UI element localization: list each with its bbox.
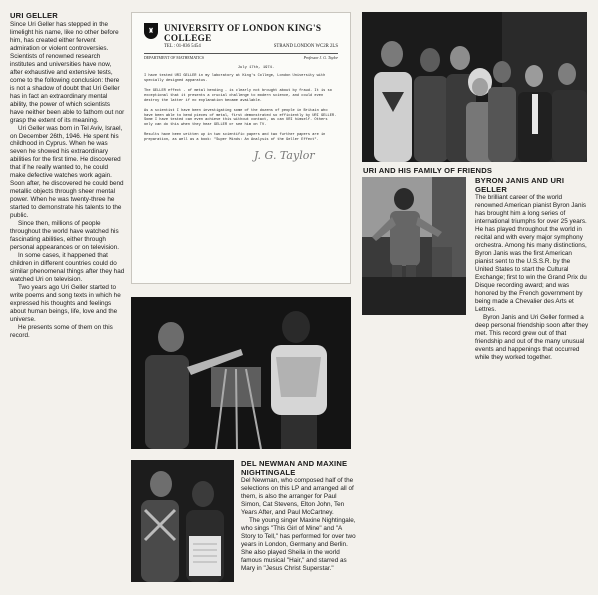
studio-photo <box>131 297 351 449</box>
letter-date: July 17th, 1974. <box>237 66 275 70</box>
letterhead-divider <box>144 53 338 54</box>
department: DEPARTMENT OF MATHEMATICS <box>144 56 205 60</box>
college-crest-icon: ♜ <box>144 23 158 39</box>
paragraph: The young singer Maxine Nightingale, who sings "This Girl of Mine" and "A Story to Tell," has performed for over two years in London, Germany and Berlin. She also played Sheila in the world famous musical "Hair," and starred as Mary in "Jesus Christ Superstar." <box>241 517 356 573</box>
letter-paragraph: I have tested URI GELLER in my laboratory at King's College, London University with specially designed apparatus. <box>144 74 326 83</box>
byron-janis-column <box>475 177 590 362</box>
signature: J. G. Taylor <box>254 149 315 163</box>
paragraph: In some cases, it happened that children in different countries could do similar phenomenal things after they had watched Uri on television. <box>10 252 125 284</box>
del-newman-column <box>241 460 356 573</box>
letter-paragraph: Results have been written up in two scientific papers and two further papers are in preparation, as well as a book: "Super Minds: An Analysis of the Geller Effect". <box>144 133 326 143</box>
uri-geller-column <box>10 12 125 340</box>
friends-photo <box>362 12 587 162</box>
professor: Professor J. G. Taylor <box>303 56 338 60</box>
byron-janis-title: BYRON JANIS AND URI GELLER <box>475 176 565 194</box>
university-name: UNIVERSITY OF LONDON KING'S COLLEGE <box>164 23 322 43</box>
uri-geller-title: URI GELLER <box>10 11 58 20</box>
byron-janis-photo <box>362 177 466 315</box>
letterhead <box>144 23 338 49</box>
del-newman-body <box>241 477 356 573</box>
letterhead-contact <box>164 44 338 49</box>
uri-geller-body <box>10 21 125 340</box>
paragraph: Since Uri Geller has stepped in the limelight his name, like no other before him, has created either fervent admiration or violent controversies. Scientists of renowned research institutes and universities have now, after exhaustive and extensive tests, come to the following conclusion: there is not a shadow of doubt that Uri Geller has in fact an extraordinary mental ability, the power of which scientists have neither been able to fathom out nor grasp the extent of its meaning. <box>10 20 125 124</box>
telephone: TEL : 01-836 5454 <box>164 44 201 49</box>
address: STRAND LONDON WC2R 2LS <box>273 44 338 49</box>
letter-meta <box>144 56 338 60</box>
paragraph: The brilliant career of the world renowned American pianist Byron Janis has brought him a long series of international triumphs for over 25 years. He has played throughout the world in recital and with every major symphony orchestra. Among his many distinctions, Byron Janis was the first American pianist sent to the U.S.S.R. by the United States to start the Cultural Exchange; first to win the Grand Prix du Disque recording award; and was honored by the French government by being made a Chevalier des Arts et Lettres. <box>475 194 587 314</box>
paragraph: Two years ago Uri Geller started to write poems and song texts in which he expressed his thoughts and feelings about human beings, life, love and the universe. <box>10 284 121 324</box>
del-newman-title: DEL NEWMAN AND MAXINE NIGHTINGALE <box>241 459 348 477</box>
kings-college-letter <box>131 12 351 284</box>
letter-paragraph: As a scientist I have been investigating some of the dozens of people in Britain who have been able to bend pieces of metal, first demonstrated so efficiently by URI GELLER. Some I have tested can even achieve this without contact, as can URI himself. Others only can do this when they hear GELLER or see him on TV. <box>144 108 337 128</box>
byron-janis-body <box>475 194 590 362</box>
letter-paragraph: The GELLER effect - of metal bending - is clearly not brought about by fraud. It is so exceptional that it presents a crucial challenge to modern science, and could even destroy the latter if no explanation became available. <box>144 88 332 103</box>
paragraph: Byron Janis and Uri Geller formed a deep personal friendship soon after they met. This record grew out of that friendship and out of the many unusual events and happenings that occurred while they worked together. <box>475 314 589 362</box>
paragraph: Del Newman, who composed half of the selections on this LP and arranged all of them, is also the arranger for Paul Simon, Cat Stevens, Elton John, Ten Years After, and Paul McCartney. <box>241 477 354 517</box>
paragraph: Since then, millions of people throughout the world have watched his fascinating abilities, either through personal appearances or on television. <box>10 220 119 252</box>
letter-body <box>144 74 338 143</box>
paragraph: Uri Geller was born in Tel Aviv, Israel, on December 26th, 1946. He spent his childhood in Cyprus. When he was seven he showed his extraordinary abilities for the first time. He discovered that if he really wanted to, he could make defective watches work again. Soon after, he discovered he could bend metallic objects through sheer mental power. When he was twenty-three he started to demonstrate his talents to the public. <box>10 124 124 220</box>
friends-caption: URI AND HIS FAMILY OF FRIENDS <box>363 166 493 175</box>
paragraph: He presents some of them on this record. <box>10 324 113 340</box>
del-newman-photo <box>131 460 234 582</box>
